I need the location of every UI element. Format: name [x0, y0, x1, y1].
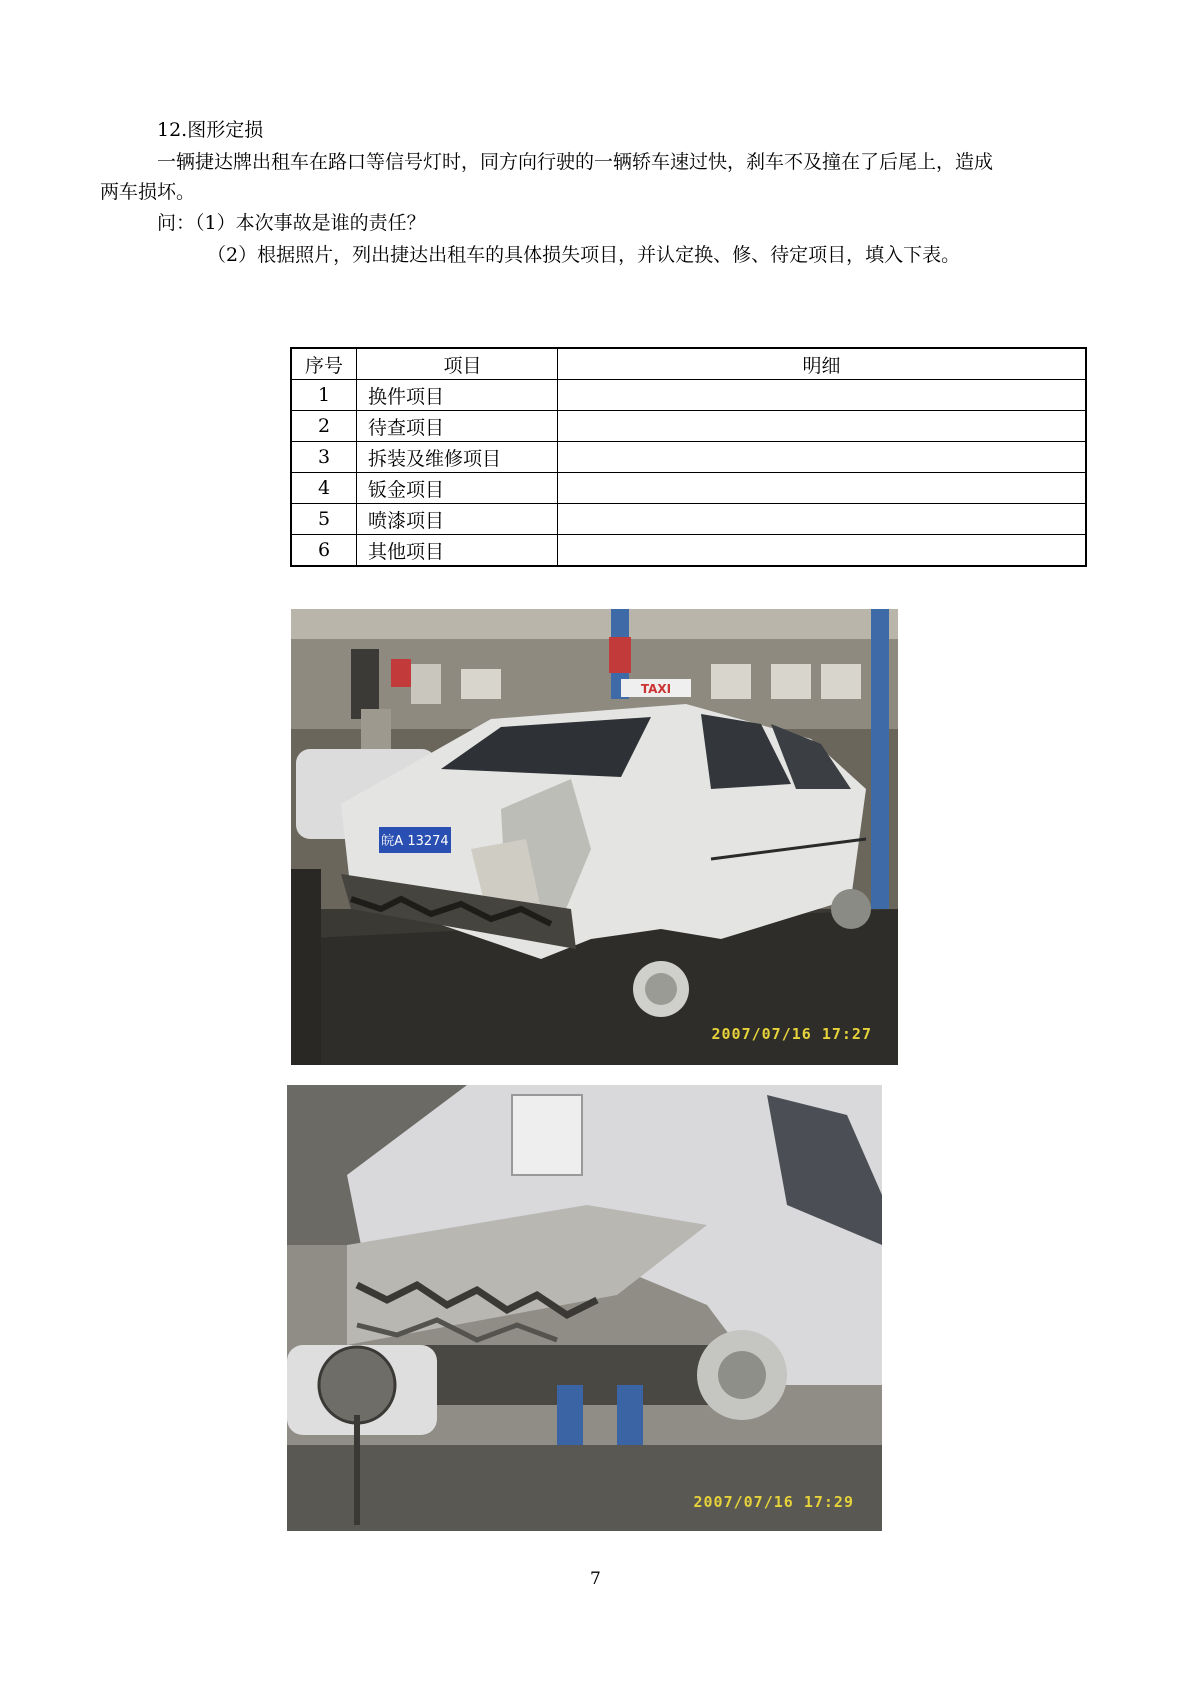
scenario-text-line2: 两车损坏。 [100, 181, 196, 203]
scenario-text-line1: 一辆捷达牌出租车在路口等信号灯时，同方向行驶的一辆轿车速过快，刹车不及撞在了后尾上，造成 [157, 151, 994, 173]
header-item: 项目 [357, 348, 558, 380]
photo-timestamp: 2007/07/16 17:27 [711, 1025, 872, 1043]
damage-photo-underside-view [287, 1085, 882, 1531]
row-no: 1 [291, 380, 357, 411]
license-plate-text: 皖A 13274 [381, 834, 449, 849]
row-item: 待查项目 [357, 411, 558, 442]
table-row [291, 380, 1086, 411]
row-no: 5 [291, 504, 357, 535]
row-item: 其他项目 [357, 535, 558, 567]
table-header-row [291, 348, 1086, 380]
row-detail[interactable] [558, 504, 1087, 535]
photo-timestamp: 2007/07/16 17:29 [693, 1493, 854, 1511]
row-detail[interactable] [558, 535, 1087, 567]
table-row [291, 411, 1086, 442]
page-number: 7 [590, 1569, 601, 1589]
row-detail[interactable] [558, 442, 1087, 473]
row-no: 4 [291, 473, 357, 504]
table-row [291, 473, 1086, 504]
header-detail: 明细 [558, 348, 1087, 380]
table-row [291, 442, 1086, 473]
damage-items-table [290, 347, 1087, 567]
question-1: 问：（1）本次事故是谁的责任？ [157, 212, 426, 234]
section-heading: 12.图形定损 [157, 119, 264, 141]
row-item: 钣金项目 [357, 473, 558, 504]
header-no: 序号 [291, 348, 357, 380]
row-no: 6 [291, 535, 357, 567]
row-item: 拆装及维修项目 [357, 442, 558, 473]
row-detail[interactable] [558, 411, 1087, 442]
taxi-underside-damage-illustration [287, 1085, 882, 1531]
table-row [291, 535, 1086, 567]
row-no: 3 [291, 442, 357, 473]
row-item: 换件项目 [357, 380, 558, 411]
table-row [291, 504, 1086, 535]
row-no: 2 [291, 411, 357, 442]
row-detail[interactable] [558, 473, 1087, 504]
question-2: （2）根据照片，列出捷达出租车的具体损失项目，并认定换、修、待定项目，填入下表。 [207, 244, 961, 266]
taxi-roof-sign: TAXI [640, 682, 672, 696]
row-item: 喷漆项目 [357, 504, 558, 535]
row-detail[interactable] [558, 380, 1087, 411]
damage-photo-rear-view [291, 609, 898, 1065]
taxi-rear-damage-illustration [291, 609, 898, 1065]
